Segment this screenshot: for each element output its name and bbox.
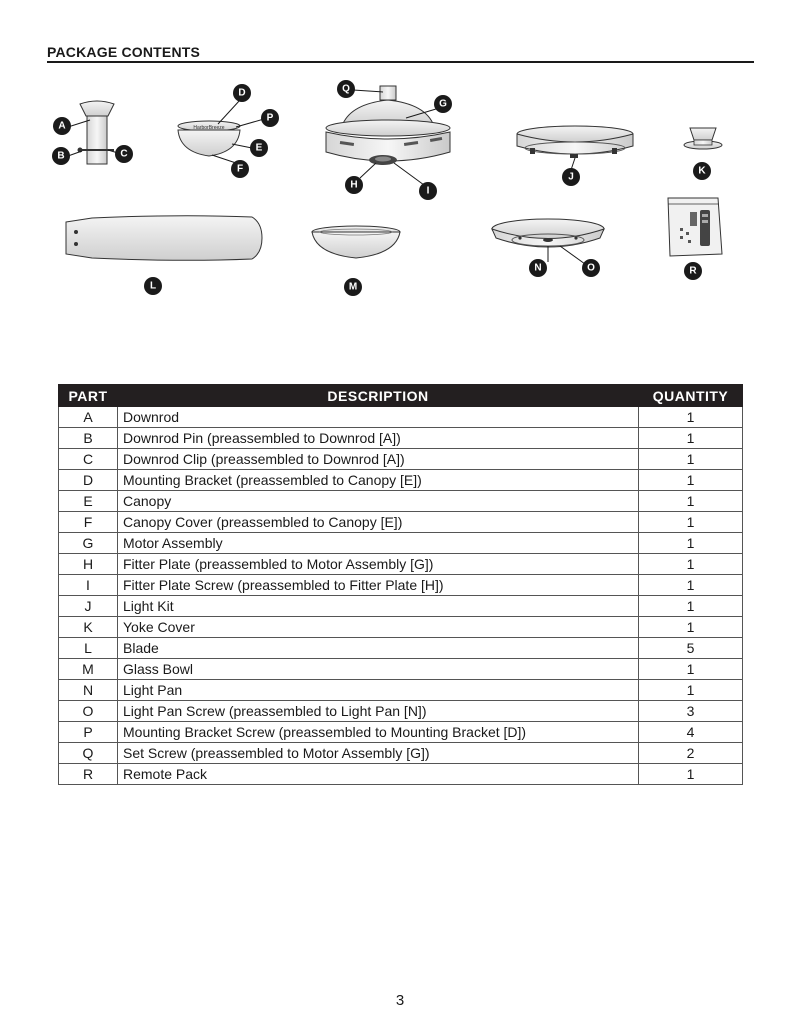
description-cell: Mounting Bracket Screw (preassembled to Mounting Bracket [D]) xyxy=(118,722,639,743)
part-cell: D xyxy=(59,470,118,491)
quantity-cell: 4 xyxy=(639,722,743,743)
part-cell: C xyxy=(59,449,118,470)
svg-text:M: M xyxy=(348,281,358,293)
part-cell: R xyxy=(59,764,118,785)
table-row xyxy=(59,743,743,764)
part-cell: P xyxy=(59,722,118,743)
table-header-row xyxy=(59,385,743,407)
svg-text:D: D xyxy=(238,87,246,99)
table-row xyxy=(59,764,743,785)
quantity-cell: 2 xyxy=(639,743,743,764)
table-row xyxy=(59,575,743,596)
part-cell: E xyxy=(59,491,118,512)
description-cell: Set Screw (preassembled to Motor Assembly [G]) xyxy=(118,743,639,764)
quantity-cell: 1 xyxy=(639,764,743,785)
blade-drawing xyxy=(66,216,262,261)
description-cell: Light Pan xyxy=(118,680,639,701)
callout-d xyxy=(233,84,251,102)
table-row xyxy=(59,533,743,554)
yoke-cover-drawing xyxy=(684,128,722,149)
svg-text:L: L xyxy=(149,280,157,292)
callout-a xyxy=(53,117,71,135)
callout-l xyxy=(144,277,162,295)
table-row xyxy=(59,659,743,680)
callout-g xyxy=(434,95,452,113)
description-cell: Motor Assembly xyxy=(118,533,639,554)
table-row xyxy=(59,491,743,512)
callout-f xyxy=(231,160,249,178)
part-cell: Q xyxy=(59,743,118,764)
callout-j xyxy=(562,168,580,186)
callout-c xyxy=(115,145,133,163)
table-row xyxy=(59,512,743,533)
description-cell: Downrod Clip (preassembled to Downrod [A]) xyxy=(118,449,639,470)
light-kit-drawing xyxy=(517,126,633,158)
svg-text:K: K xyxy=(698,165,706,177)
svg-text:B: B xyxy=(57,150,65,162)
svg-text:P: P xyxy=(266,112,274,124)
quantity-cell: 1 xyxy=(639,512,743,533)
svg-text:HarborBreeze: HarborBreeze xyxy=(193,125,225,131)
part-cell: G xyxy=(59,533,118,554)
callout-k xyxy=(693,162,711,180)
quantity-cell: 1 xyxy=(639,617,743,638)
quantity-cell: 1 xyxy=(639,491,743,512)
svg-text:O: O xyxy=(587,262,595,274)
part-cell: A xyxy=(59,407,118,428)
description-cell: Remote Pack xyxy=(118,764,639,785)
svg-text:J: J xyxy=(568,171,574,183)
quantity-cell: 1 xyxy=(639,407,743,428)
quantity-cell: 1 xyxy=(639,659,743,680)
description-cell: Canopy Cover (preassembled to Canopy [E]) xyxy=(118,512,639,533)
table-body xyxy=(59,407,743,785)
description-cell: Fitter Plate (preassembled to Motor Assembly [G]) xyxy=(118,554,639,575)
table-row xyxy=(59,596,743,617)
header-description: DESCRIPTION xyxy=(118,385,639,407)
description-cell: Downrod xyxy=(118,407,639,428)
quantity-cell: 5 xyxy=(639,638,743,659)
callout-p xyxy=(261,109,279,127)
glass-bowl-drawing xyxy=(312,226,400,258)
svg-text:F: F xyxy=(236,163,244,175)
description-cell: Light Pan Screw (preassembled to Light Pan [N]) xyxy=(118,701,639,722)
callout-q xyxy=(337,80,355,98)
remote-pack-drawing xyxy=(668,198,722,256)
header-part: PART xyxy=(59,385,118,407)
quantity-cell: 1 xyxy=(639,596,743,617)
callout-h xyxy=(345,176,363,194)
description-cell: Downrod Pin (preassembled to Downrod [A]) xyxy=(118,428,639,449)
description-cell: Yoke Cover xyxy=(118,617,639,638)
callout-b xyxy=(52,147,70,165)
svg-text:R: R xyxy=(689,265,697,277)
svg-text:A: A xyxy=(58,120,66,132)
part-cell: F xyxy=(59,512,118,533)
callout-e xyxy=(250,139,268,157)
table-row xyxy=(59,470,743,491)
part-cell: O xyxy=(59,701,118,722)
description-cell: Mounting Bracket (preassembled to Canopy [E]) xyxy=(118,470,639,491)
canopy-drawing xyxy=(178,121,240,156)
quantity-cell: 1 xyxy=(639,575,743,596)
page-number: 3 xyxy=(395,992,405,1009)
table-row xyxy=(59,638,743,659)
callout-m xyxy=(344,278,362,296)
svg-text:E: E xyxy=(255,142,263,154)
part-cell: H xyxy=(59,554,118,575)
quantity-cell: 1 xyxy=(639,449,743,470)
header-quantity: QUANTITY xyxy=(639,385,743,407)
svg-text:H: H xyxy=(350,179,358,191)
callout-n xyxy=(529,259,547,277)
callout-r xyxy=(684,262,702,280)
light-pan-drawing xyxy=(492,219,604,247)
svg-text:N: N xyxy=(534,262,542,274)
callout-o xyxy=(582,259,600,277)
package-contents-illustration xyxy=(0,0,800,320)
quantity-cell: 3 xyxy=(639,701,743,722)
description-cell: Glass Bowl xyxy=(118,659,639,680)
quantity-cell: 1 xyxy=(639,470,743,491)
package-contents-table xyxy=(58,384,743,785)
description-cell: Fitter Plate Screw (preassembled to Fitter Plate [H]) xyxy=(118,575,639,596)
quantity-cell: 1 xyxy=(639,680,743,701)
quantity-cell: 1 xyxy=(639,428,743,449)
table-row xyxy=(59,449,743,470)
part-cell: B xyxy=(59,428,118,449)
svg-text:C: C xyxy=(120,148,128,160)
svg-text:Q: Q xyxy=(342,83,350,95)
svg-text:G: G xyxy=(439,98,447,110)
table-row xyxy=(59,701,743,722)
table-row xyxy=(59,407,743,428)
table-row xyxy=(59,722,743,743)
description-cell: Canopy xyxy=(118,491,639,512)
part-cell: K xyxy=(59,617,118,638)
description-cell: Light Kit xyxy=(118,596,639,617)
part-cell: N xyxy=(59,680,118,701)
svg-text:I: I xyxy=(426,185,430,197)
quantity-cell: 1 xyxy=(639,554,743,575)
table-row xyxy=(59,428,743,449)
part-cell: M xyxy=(59,659,118,680)
downrod-drawing xyxy=(78,101,115,164)
part-cell: I xyxy=(59,575,118,596)
part-cell: L xyxy=(59,638,118,659)
part-cell: J xyxy=(59,596,118,617)
callout-i xyxy=(419,182,437,200)
section-title: PACKAGE CONTENTS xyxy=(47,44,201,60)
quantity-cell: 1 xyxy=(639,533,743,554)
description-cell: Blade xyxy=(118,638,639,659)
table-row xyxy=(59,680,743,701)
table-row xyxy=(59,617,743,638)
table-row xyxy=(59,554,743,575)
